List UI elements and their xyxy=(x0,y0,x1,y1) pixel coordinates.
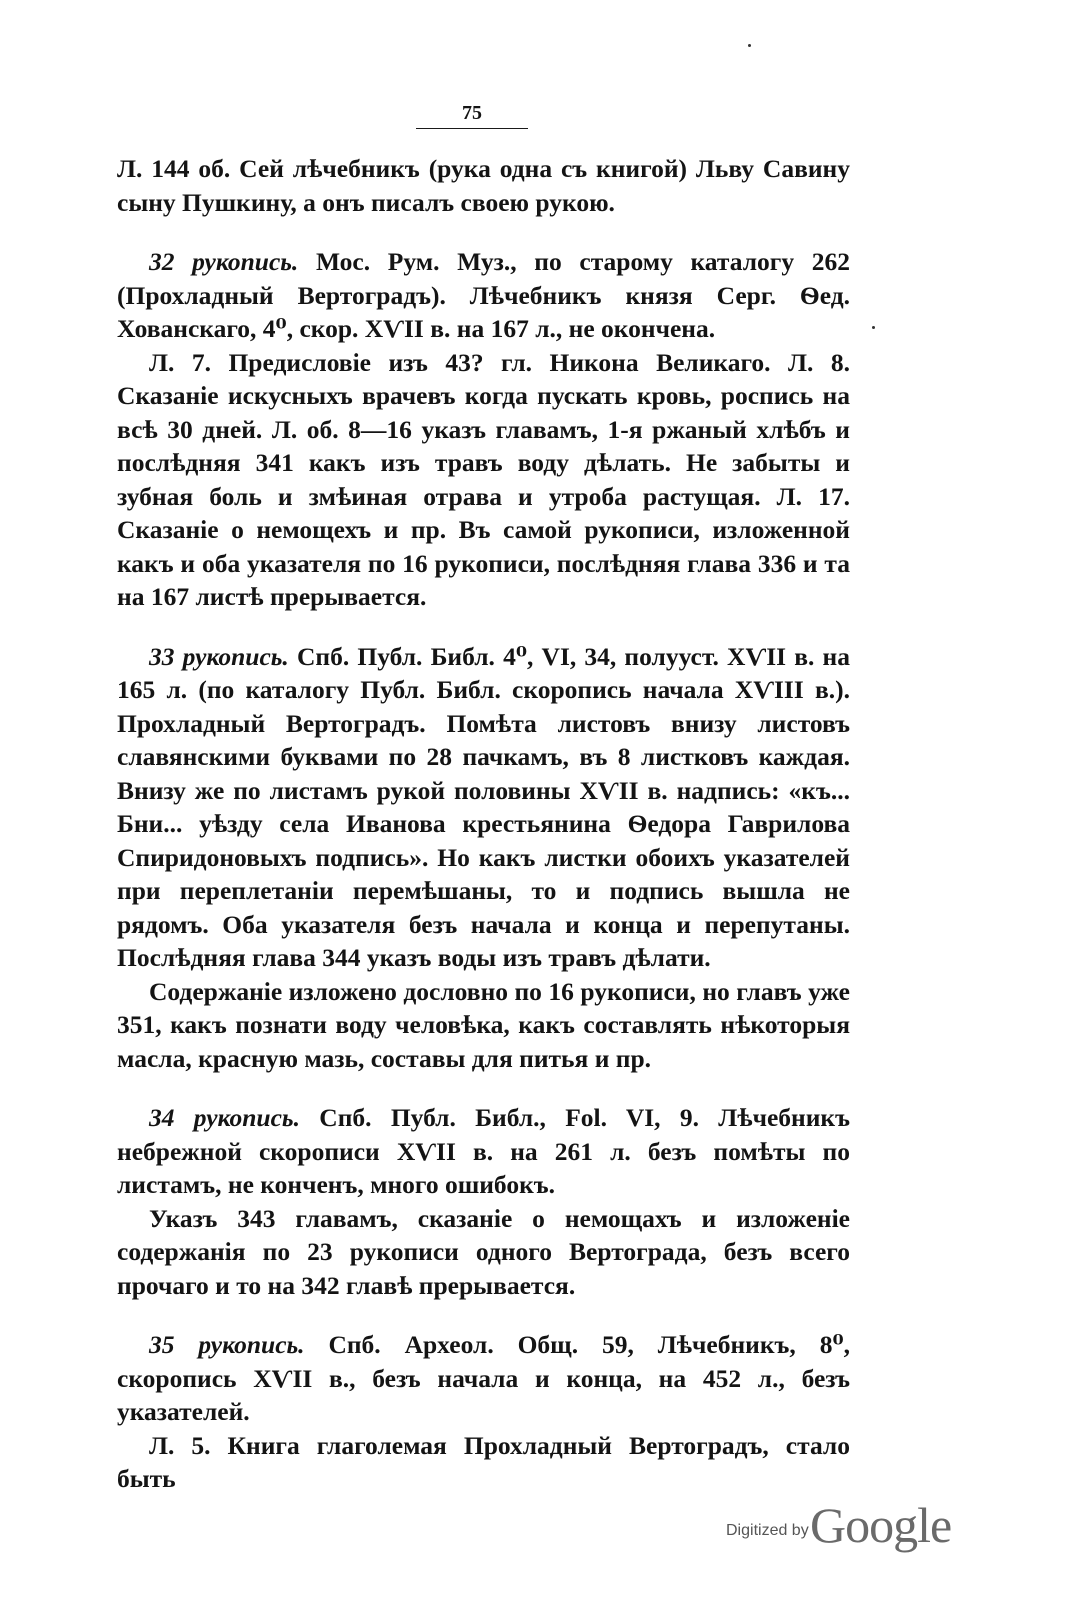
page-number-rule xyxy=(416,128,528,129)
manuscript-title-35: 35 рукопись. xyxy=(149,1330,305,1359)
paragraph-8-text: Спб. Археол. Общ. 59, Лѣчебникъ, 8⁰, скоропись XѴII в., безъ начала и конца, на 452 л., безъ указателей. xyxy=(117,1330,850,1426)
paragraph-9 xyxy=(117,1429,850,1496)
page-number: 75 xyxy=(462,102,482,124)
paragraph-9-text: Л. 5. Книга глаголемая Прохладный Вертоградъ, стало быть xyxy=(117,1430,850,1493)
paragraph-8 xyxy=(117,1328,850,1429)
stray-dot-mark xyxy=(748,44,751,47)
paragraph-4 xyxy=(117,640,850,975)
paragraph-5-text: Содержаніе изложено дословно по 16 рукописи, но главъ уже 351, какъ познати воду человѣка, какъ составлять нѣкоторыя масла, красную мазь, составы для питья и пр. xyxy=(117,976,850,1073)
paragraph-3 xyxy=(117,346,850,614)
manuscript-title-33: 33 рукопись. xyxy=(149,641,289,671)
google-logo: Google xyxy=(810,1497,952,1553)
paragraph-5 xyxy=(117,975,850,1076)
paragraph-4-text: Спб. Публ. Библ. 4⁰, VI, 34, полууст. XѴII в. на 165 л. (по каталогу Публ. Библ. скоропись начала XѴIII в.). Прохладный Вертоградъ. Помѣта листовъ внизу листовъ славянскими буквами по 28 пачкамъ, въ 8 листковъ каждая. Внизу же по листамъ рукой половины XѴII в. надпись: «къ... Бни... уѣзду села Иванова крестьянина Ѳедора Гаврилова Спиридоновыхъ подпись». Но какъ листки обоихъ указателей при переплетаніи перемѣшаны, то и подпись вышла не рядомъ. Оба указателя безъ начала и конца и перепутаны. Послѣдняя глава 344 указъ воды изъ травъ дѣлати. xyxy=(117,641,850,972)
manuscript-title-32: 32 рукопись. xyxy=(149,247,299,276)
body-text xyxy=(117,152,850,1496)
paragraph-3-text: Л. 7. Предисловіе изъ 43? гл. Никона Великаго. Л. 8. Сказаніе искусныхъ врачевъ когда пускать кровь, роспись на всѣ 30 дней. Л. об. 8—16 указъ главамъ, 1-я ржаный хлѣбъ и послѣдняя 341 какъ изъ травъ воду дѣлать. Не забыты и зубная боль и змѣиная отрава и утроба растущая. Л. 17. Сказаніе о немощехъ и пр. Въ самой рукописи, изложенной какъ и оба указателя по 16 рукописи, послѣдняя глава 336 и та на 167 листѣ прерывается. xyxy=(117,347,850,611)
manuscript-title-34: 34 рукопись. xyxy=(149,1103,300,1132)
stray-dot-mark xyxy=(872,326,875,329)
paragraph-6-text: Спб. Публ. Библ., Fol. VI, 9. Лѣчебникъ небрежной скорописи XѴII в. на 261 л. безъ помѣты по листамъ, не конченъ, много ошибокъ. xyxy=(117,1103,850,1199)
paragraph-2 xyxy=(117,245,850,346)
paragraph-1 xyxy=(117,152,850,219)
paragraph-7 xyxy=(117,1202,850,1303)
paragraph-6 xyxy=(117,1101,850,1202)
paragraph-7-text: Указъ 343 главамъ, сказаніе о немощахъ и изложеніе содержанія по 23 рукописи одного Вертограда, безъ всего прочаго и то на 342 главѣ прерывается. xyxy=(117,1203,850,1300)
paragraph-2-text: Мос. Рум. Муз., по старому каталогу 262 (Прохладный Вертоградъ). Лѣчебникъ князя Серг. Ѳед. Хованскаго, 4⁰, скор. XѴII в. на 167 л., не окончена. xyxy=(117,247,850,343)
paragraph-1-text: Л. 144 об. Сей лѣчебникъ (рука одна съ книгой) Льву Савину сыну Пушкину, а онъ писалъ своею рукою. xyxy=(117,154,850,217)
digitized-by-label: Digitized by xyxy=(726,1522,809,1539)
